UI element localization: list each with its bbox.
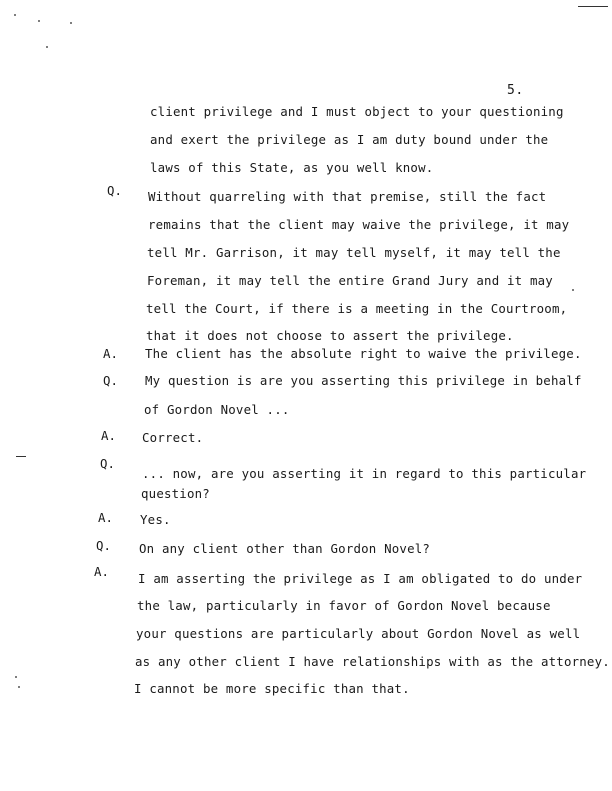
scan-speck bbox=[46, 46, 48, 48]
speaker-label: Q. bbox=[103, 373, 118, 388]
transcript-line: remains that the client may waive the privilege, it may bbox=[148, 217, 570, 232]
transcript-line: and exert the privilege as I am duty bound under the bbox=[150, 132, 549, 147]
scan-edge-mark bbox=[578, 6, 608, 7]
scan-speck bbox=[38, 20, 40, 22]
transcript-line: The client has the absolute right to waive the privilege. bbox=[145, 346, 582, 361]
transcript-line: your questions are particularly about Gordon Novel as well bbox=[136, 626, 581, 641]
transcript-line: Foreman, it may tell the entire Grand Jury and it may bbox=[147, 273, 553, 288]
speaker-label: A. bbox=[103, 346, 118, 361]
transcript-line: tell the Court, if there is a meeting in the Courtroom, bbox=[146, 301, 568, 316]
transcript-line: My question is are you asserting this privilege in behalf bbox=[145, 373, 582, 388]
speaker-label: Q. bbox=[107, 183, 122, 198]
transcript-line: I am asserting the privilege as I am obligated to do under bbox=[138, 571, 583, 586]
speaker-label: Q. bbox=[96, 538, 111, 553]
scan-speck bbox=[15, 676, 17, 678]
scan-speck bbox=[18, 686, 20, 688]
transcript-line: Yes. bbox=[140, 512, 171, 527]
scan-speck bbox=[572, 289, 574, 291]
transcript-line: tell Mr. Garrison, it may tell myself, it may tell the bbox=[147, 245, 561, 260]
scan-speck bbox=[70, 22, 72, 24]
transcript-line: laws of this State, as you well know. bbox=[150, 160, 434, 175]
transcript-line: client privilege and I must object to your questioning bbox=[150, 104, 564, 119]
speaker-label: Q. bbox=[100, 456, 115, 471]
transcript-line: Without quarreling with that premise, still the fact bbox=[148, 189, 547, 204]
transcript-line: question? bbox=[141, 486, 210, 501]
speaker-label: A. bbox=[98, 510, 113, 525]
page-number: 5. bbox=[507, 83, 524, 98]
transcript-line: ... now, are you asserting it in regard to this particular bbox=[142, 466, 587, 481]
transcript-line: I cannot be more specific than that. bbox=[134, 681, 410, 696]
speaker-label: A. bbox=[101, 428, 116, 443]
scan-edge-mark bbox=[16, 456, 26, 457]
transcript-line: the law, particularly in favor of Gordon Novel because bbox=[137, 598, 551, 613]
transcript-line: On any client other than Gordon Novel? bbox=[139, 541, 431, 556]
transcript-line: that it does not choose to assert the privilege. bbox=[146, 328, 514, 343]
transcript-line: Correct. bbox=[142, 430, 204, 445]
scan-speck bbox=[14, 14, 16, 16]
speaker-label: A. bbox=[94, 564, 109, 579]
transcript-line: of Gordon Novel ... bbox=[144, 402, 290, 417]
transcript-line: as any other client I have relationships with as the attorney. bbox=[135, 654, 610, 669]
